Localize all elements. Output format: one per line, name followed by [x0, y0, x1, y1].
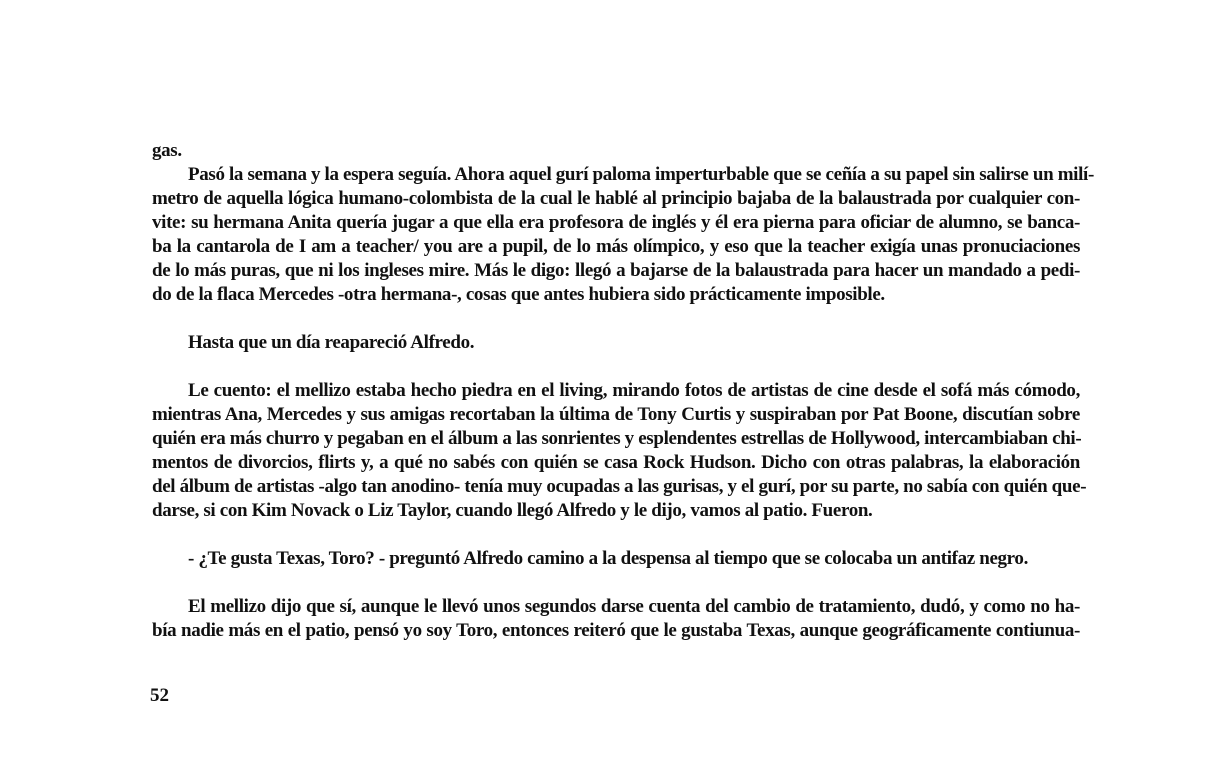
text-line: Le cuento: el mellizo estaba hecho piedra en el living, mirando fotos de artistas de cine desde el sofá más cómodo,: [188, 380, 1080, 401]
text-line: Pasó la semana y la espera seguía. Ahora aquel gurí paloma imperturbable que se ceñía a su papel sin salirse un milí-: [188, 164, 1094, 185]
text-line: - ¿Te gusta Texas, Toro? - preguntó Alfredo camino a la despensa al tiempo que se colocaba un antifaz negro.: [188, 548, 1028, 569]
text-line: do de la flaca Mercedes -otra hermana-, cosas que antes hubiera sido prácticamente imposible.: [152, 284, 885, 305]
text-line: gas.: [152, 140, 182, 161]
text-line: quién era más churro y pegaban en el álbum a las sonrientes y esplendentes estrellas de Hollywood, intercambiaban chi-: [152, 428, 1082, 449]
text-line: mientras Ana, Mercedes y sus amigas recortaban la última de Tony Curtis y suspiraban por Pat Boone, discutían sobre: [152, 404, 1080, 425]
text-line: del álbum de artistas -algo tan anodino- tenía muy ocupadas a las gurisas, y el gurí, por su parte, no sabía con quién que-: [152, 476, 1087, 497]
text-line: metro de aquella lógica humano-colombista de la cual le hablé al principio bajaba de la balaustrada por cualquier con-: [152, 188, 1080, 209]
text-line: bía nadie más en el patio, pensó yo soy Toro, entonces reiteró que le gustaba Texas, aunque geográficamente contiunua-: [152, 620, 1080, 641]
page-number: 52: [150, 685, 169, 706]
text-line: vite: su hermana Anita quería jugar a que ella era profesora de inglés y él era pierna para oficiar de alumno, se banca-: [152, 212, 1080, 233]
text-line: mentos de divorcios, flirts y, a qué no sabés con quién se casa Rock Hudson. Dicho con otras palabras, la elaboración: [152, 452, 1080, 473]
text-line: El mellizo dijo que sí, aunque le llevó unos segundos darse cuenta del cambio de tratamiento, dudó, y como no ha-: [188, 596, 1080, 617]
text-line: de lo más puras, que ni los ingleses mire. Más le digo: llegó a bajarse de la balaustrada para hacer un mandado a pedi-: [152, 260, 1080, 281]
text-line: ba la cantarola de I am a teacher/ you are a pupil, de lo más olímpico, y eso que la teacher exigía unas pronuciaciones: [152, 236, 1080, 257]
text-line: Hasta que un día reapareció Alfredo.: [188, 332, 475, 353]
text-line: darse, si con Kim Novack o Liz Taylor, cuando llegó Alfredo y le dijo, vamos al patio. Fueron.: [152, 500, 873, 521]
